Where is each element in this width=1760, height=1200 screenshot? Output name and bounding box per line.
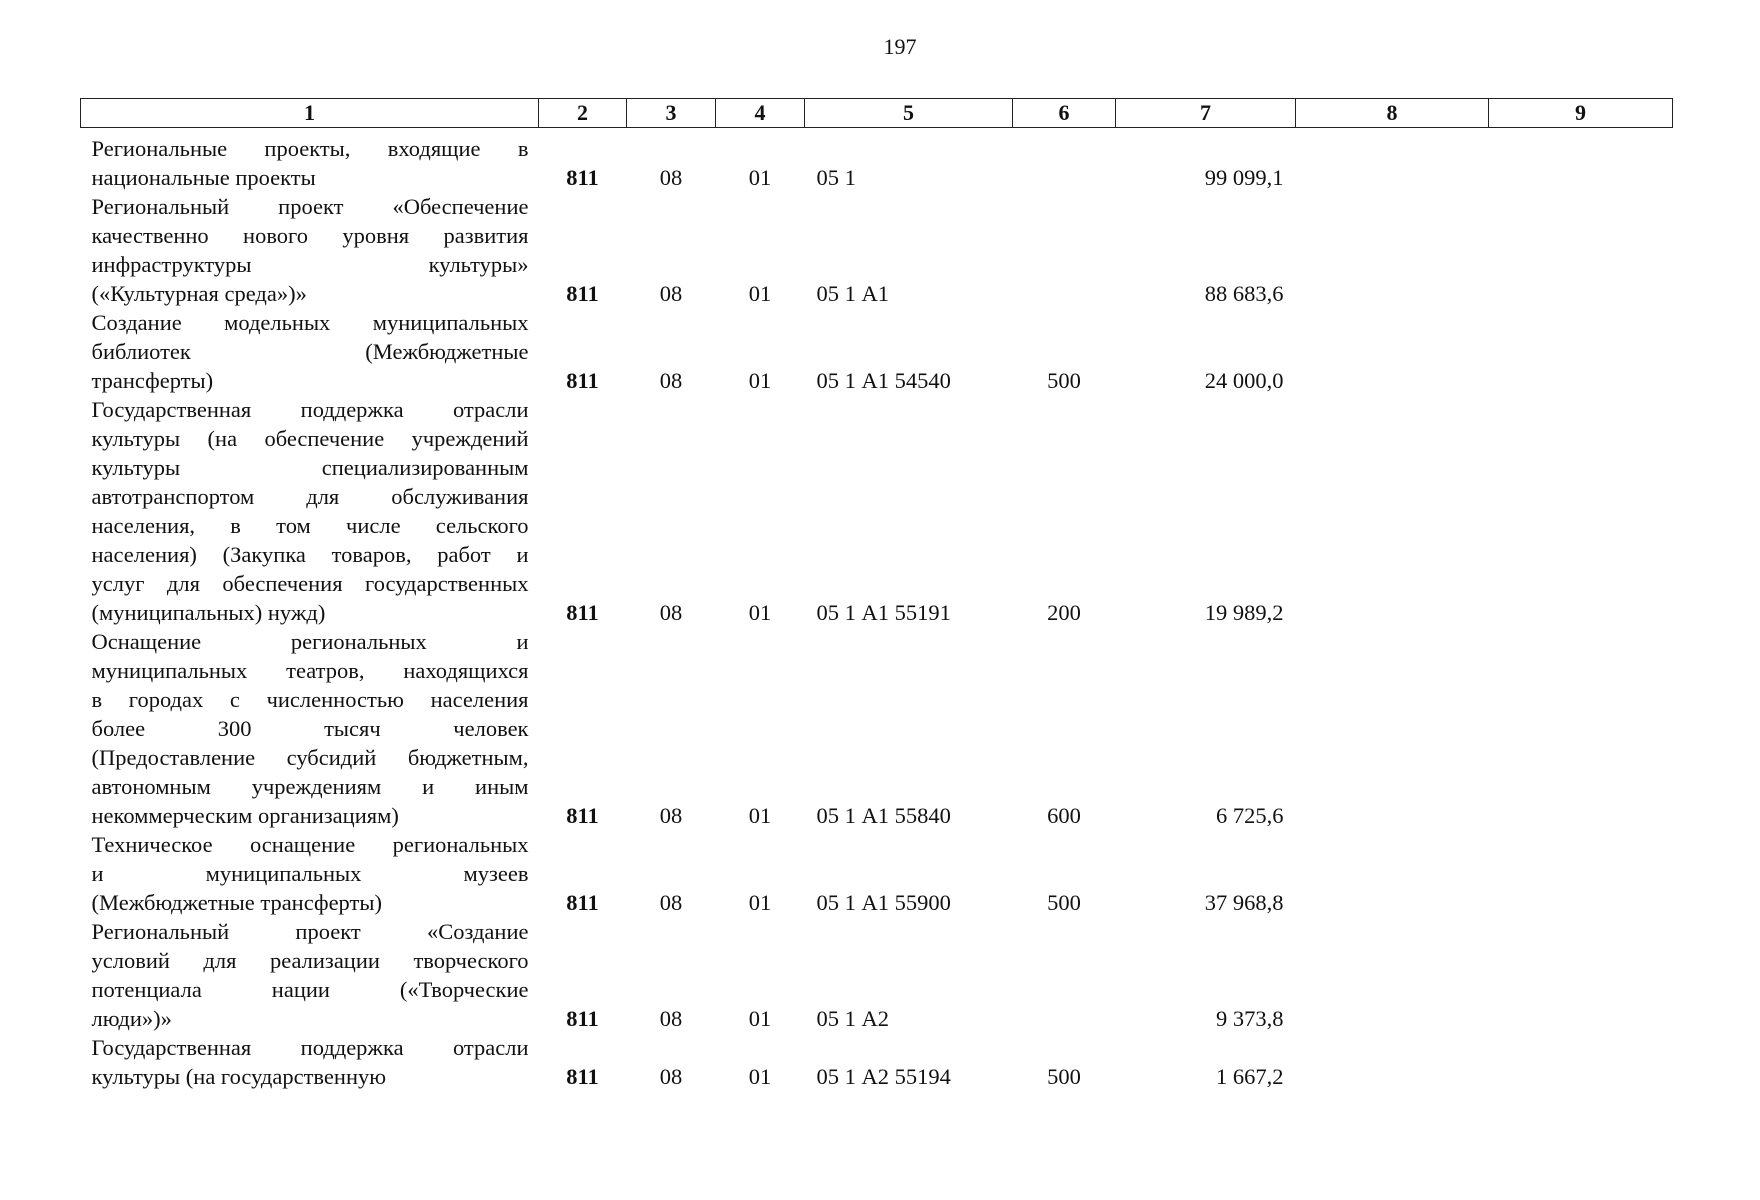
table-row	[81, 917, 1673, 1033]
row-amount: 99 099,1	[1204, 164, 1284, 190]
row-subsection: 01	[748, 164, 772, 190]
row-admin-code: 811	[566, 1005, 599, 1031]
row-name-line: культуры специализированным	[91, 454, 529, 480]
row-name-line: Региональный проект «Создание	[91, 918, 529, 944]
row-col-8	[1296, 395, 1489, 627]
row-section: 08	[659, 889, 683, 915]
row-col-9	[1489, 395, 1673, 627]
table-row	[81, 192, 1673, 308]
header-row	[81, 99, 1673, 128]
row-col-9	[1489, 830, 1673, 917]
row-name-line: условий для реализации творческого	[91, 947, 529, 973]
row-col-8	[1296, 917, 1489, 1033]
row-name	[81, 395, 539, 627]
header-col-5: 5	[805, 99, 1013, 128]
row-target-article: 05 1	[816, 164, 856, 190]
row-name-line: некоммерческим организациям)	[91, 802, 399, 828]
row-name-line: библиотек (Межбюджетные	[91, 338, 529, 364]
row-expense-kind: 500	[1047, 1063, 1081, 1089]
row-admin-code: 811	[566, 367, 599, 393]
table-body	[81, 128, 1673, 1091]
row-target-article: 05 1 А2 55194	[816, 1063, 951, 1089]
row-name-line: Государственная поддержка отрасли	[91, 396, 529, 422]
row-amount: 88 683,6	[1204, 280, 1284, 306]
row-section: 08	[659, 367, 683, 393]
budget-table-container	[80, 98, 1672, 1091]
header-col-7: 7	[1116, 99, 1296, 128]
row-name-line: Государственная поддержка отрасли	[91, 1034, 529, 1060]
row-name-line: муниципальных театров, находящихся	[91, 657, 529, 683]
row-section: 08	[659, 1063, 683, 1089]
row-expense-kind: 200	[1047, 599, 1081, 625]
row-section: 08	[659, 280, 683, 306]
row-name-line: Региональный проект «Обеспечение	[91, 193, 529, 219]
header-col-6: 6	[1013, 99, 1116, 128]
row-section: 08	[659, 599, 683, 625]
row-name-line: населения) (Закупка товаров, работ и	[91, 541, 529, 567]
row-target-article: 05 1 А2	[816, 1005, 889, 1031]
row-name-line: Создание модельных муниципальных	[91, 309, 529, 335]
row-name-line: культуры (на государственную	[91, 1063, 387, 1089]
row-expense-kind: 600	[1047, 802, 1081, 828]
row-name	[81, 917, 539, 1033]
row-name-line: культуры (на обеспечение учреждений	[91, 425, 529, 451]
row-target-article: 05 1 А1 54540	[816, 367, 951, 393]
row-name-line: населения, в том числе сельского	[91, 512, 529, 538]
row-target-article: 05 1 А1 55900	[816, 889, 951, 915]
row-name	[81, 134, 539, 192]
row-subsection: 01	[748, 1005, 772, 1031]
row-name	[81, 308, 539, 395]
row-amount: 19 989,2	[1204, 599, 1284, 625]
row-name-line: («Культурная среда»)»	[91, 280, 307, 306]
row-name-line: качественно нового уровня развития	[91, 222, 529, 248]
row-name	[81, 1033, 539, 1091]
row-section: 08	[659, 1005, 683, 1031]
row-amount: 24 000,0	[1204, 367, 1284, 393]
row-section: 08	[659, 802, 683, 828]
row-admin-code: 811	[566, 802, 599, 828]
row-admin-code: 811	[566, 280, 599, 306]
row-col-9	[1489, 917, 1673, 1033]
page-number: 197	[883, 34, 917, 59]
table-row	[81, 395, 1673, 627]
row-col-9	[1489, 1033, 1673, 1091]
row-expense-kind: 500	[1047, 889, 1081, 915]
row-subsection: 01	[748, 802, 772, 828]
header-col-8: 8	[1296, 99, 1489, 128]
row-subsection: 01	[748, 599, 772, 625]
header-col-9: 9	[1489, 99, 1673, 128]
table-row	[81, 830, 1673, 917]
row-expense-kind	[1013, 192, 1116, 308]
header-col-4: 4	[716, 99, 805, 128]
row-col-9	[1489, 134, 1673, 192]
row-col-9	[1489, 627, 1673, 830]
row-name	[81, 192, 539, 308]
table-row	[81, 134, 1673, 192]
row-name-line: автономным учреждениям и иным	[91, 773, 529, 799]
row-admin-code: 811	[566, 889, 599, 915]
row-amount: 9 373,8	[1216, 1005, 1284, 1031]
row-name-line: Техническое оснащение региональных	[91, 831, 529, 857]
row-subsection: 01	[748, 889, 772, 915]
row-name	[81, 830, 539, 917]
row-admin-code: 811	[566, 599, 599, 625]
row-target-article: 05 1 А1 55191	[816, 599, 951, 625]
row-target-article: 05 1 А1	[816, 280, 889, 306]
header-col-1: 1	[81, 99, 539, 128]
row-name-line: автотранспортом для обслуживания	[91, 483, 529, 509]
row-col-8	[1296, 627, 1489, 830]
row-section: 08	[659, 164, 683, 190]
row-target-article: 05 1 А1 55840	[816, 802, 951, 828]
row-col-8	[1296, 1033, 1489, 1091]
row-name-line: инфраструктуры культуры»	[91, 251, 529, 277]
row-col-8	[1296, 308, 1489, 395]
row-name-line: (муниципальных) нужд)	[91, 599, 326, 625]
row-name-line: Региональные проекты, входящие в	[91, 135, 529, 161]
table-row	[81, 1033, 1673, 1091]
row-admin-code: 811	[566, 1063, 599, 1089]
row-col-8	[1296, 192, 1489, 308]
table-row	[81, 308, 1673, 395]
row-admin-code: 811	[566, 164, 599, 190]
row-amount: 6 725,6	[1216, 802, 1284, 828]
row-expense-kind: 500	[1047, 367, 1081, 393]
row-subsection: 01	[748, 367, 772, 393]
row-name-line: трансферты)	[91, 367, 214, 393]
row-name-line: в городах с численностью населения	[91, 686, 529, 712]
row-col-8	[1296, 134, 1489, 192]
row-amount: 37 968,8	[1204, 889, 1284, 915]
row-expense-kind	[1013, 917, 1116, 1033]
row-name-line: более 300 тысяч человек	[91, 715, 529, 741]
row-name-line: (Межбюджетные трансферты)	[91, 889, 382, 915]
row-subsection: 01	[748, 1063, 772, 1089]
header-col-3: 3	[627, 99, 716, 128]
row-col-9	[1489, 192, 1673, 308]
row-amount: 1 667,2	[1216, 1063, 1284, 1089]
budget-table	[80, 98, 1673, 1091]
header-col-2: 2	[539, 99, 627, 128]
row-name-line: услуг для обеспечения государственных	[91, 570, 529, 596]
row-name-line: (Предоставление субсидий бюджетным,	[91, 744, 529, 770]
row-name-line: и муниципальных музеев	[91, 860, 529, 886]
table-row	[81, 627, 1673, 830]
table-header	[81, 99, 1673, 128]
row-name-line: Оснащение региональных и	[91, 628, 529, 654]
row-subsection: 01	[748, 280, 772, 306]
row-col-9	[1489, 308, 1673, 395]
row-name-line: потенциала нации («Творческие	[91, 976, 529, 1002]
row-name-line: национальные проекты	[91, 164, 316, 190]
row-name-line: люди»)»	[91, 1005, 172, 1031]
row-expense-kind	[1013, 134, 1116, 192]
row-name	[81, 627, 539, 830]
row-col-8	[1296, 830, 1489, 917]
